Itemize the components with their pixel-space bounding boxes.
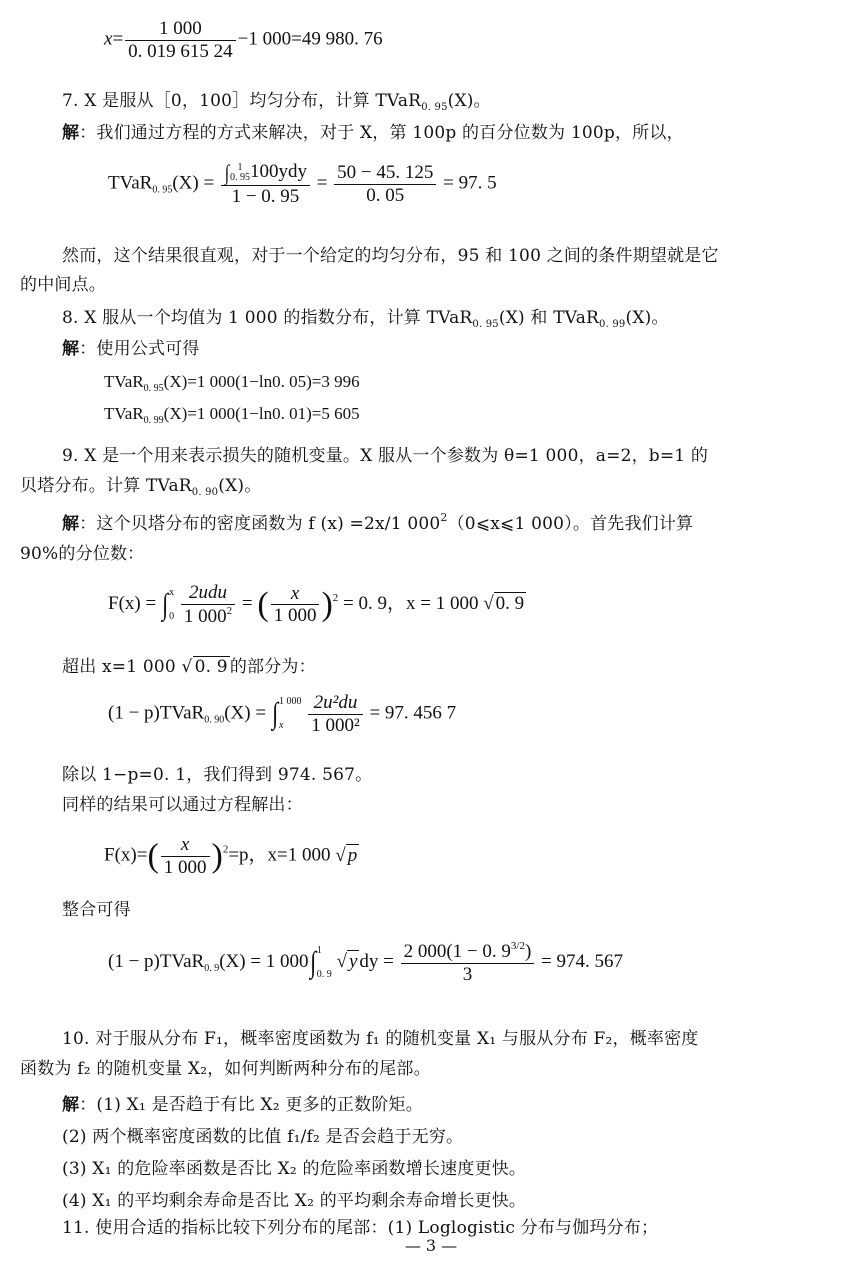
sqrt: √ y — [336, 951, 358, 973]
solution-9b: 90%的分位数： — [20, 544, 145, 564]
eq-rest: (X)=1 000(1−ln0. 05)=3 996 — [163, 372, 360, 391]
tvar-sub: 0. 95 — [143, 383, 164, 394]
solution-label: 解 — [62, 514, 80, 534]
s7-text: ：我们通过方程的方式来解决，对于 X，第 100p 的百分位数为 100p，所以， — [79, 123, 684, 143]
tvar-label: TVaR — [108, 172, 153, 194]
solution-9c — [62, 652, 316, 677]
equation-tvar-integrated — [108, 940, 623, 986]
q7-text: 7. X 是服从［0，100］均匀分布，计算 TVaR — [62, 91, 422, 111]
equation-tvar-beta — [108, 692, 456, 737]
denominator: 0. 019 615 24 — [128, 40, 233, 62]
solution-10d: (4) X₁ 的平均剩余寿命是否比 X₂ 的平均剩余寿命增长更快。 — [62, 1191, 527, 1211]
solution-9a — [62, 509, 693, 534]
q9b-text: 贝塔分布。计算 TVaR — [20, 476, 192, 496]
upper-limit: 1 — [316, 944, 322, 956]
q8-mid: (X) 和 TVaR — [498, 308, 600, 328]
denominator: 0. 05 — [366, 184, 405, 206]
question-8 — [62, 303, 669, 330]
differential: dy = — [359, 951, 394, 973]
s9a-end: （0⩽x⩽1 000）。首先我们计算 — [447, 514, 694, 534]
equation-tvar-uniform — [108, 160, 497, 208]
sqrt: √ p — [335, 844, 358, 866]
q9b-sub: 0. 90 — [191, 487, 219, 498]
page-number: — 3 — — [404, 1236, 458, 1255]
tvar-sub: 0. 99 — [143, 415, 164, 426]
question-7 — [62, 86, 491, 113]
radicand: 0. 9 — [495, 593, 525, 615]
fraction-integral — [221, 160, 310, 208]
tvar-label: TVaR — [104, 404, 144, 423]
paren-open: ( — [147, 837, 159, 875]
q9b-end: (X)。 — [218, 476, 262, 496]
lhs-rest: (X) = — [172, 172, 215, 194]
solution-label: 解 — [62, 339, 80, 359]
paragraph-7b: 的中间点。 — [20, 275, 106, 295]
s10a-text: ：(1) X₁ 是否趋于有比 X₂ 更多的正数阶矩。 — [79, 1095, 423, 1115]
equation-8b — [104, 404, 360, 426]
integral-sign: ∫ — [224, 160, 230, 185]
denominator: 1 − 0. 95 — [231, 186, 300, 208]
result: =p，x=1 000 — [228, 844, 331, 866]
result: = 97. 456 7 — [369, 702, 457, 724]
lhs: (1 − p)TVaR — [108, 951, 205, 973]
sqrt: √ 0. 9 — [181, 657, 228, 677]
q8-sub1: 0. 95 — [472, 319, 499, 330]
s8-text: ：使用公式可得 — [79, 339, 200, 359]
lower-limit: 0. 95 — [229, 171, 250, 183]
integral-limits — [169, 588, 174, 622]
denominator-exp: 2 — [226, 604, 233, 617]
question-10a: 10. 对于服从分布 F₁，概率密度函数为 f₁ 的随机变量 X₁ 与服从分布 F₂，概率密度 — [62, 1029, 699, 1049]
fraction — [125, 18, 236, 63]
tvar-sub: 0. 90 — [204, 714, 225, 726]
lhs: F(x)= — [104, 844, 148, 866]
numerator: 1 000 — [125, 18, 236, 41]
solution-7 — [62, 118, 684, 143]
denominator: 1 000² — [311, 714, 360, 736]
question-9b — [20, 471, 261, 498]
solution-9d: 除以 1−p=0. 1，我们得到 974. 567。 — [62, 765, 373, 785]
upper-limit: 1 000 — [279, 696, 302, 708]
radicand: p — [347, 844, 358, 866]
numerator: 50 − 45. 125 — [334, 162, 436, 185]
solution-10a — [62, 1090, 423, 1115]
lhs: (1 − p)TVaR — [108, 702, 205, 724]
fraction — [271, 583, 320, 628]
paragraph-7a: 然而，这个结果很直观，对于一个给定的均匀分布，95 和 100 之间的条件期望就是它 — [62, 246, 719, 266]
q8-end: (X)。 — [625, 308, 669, 328]
lower-limit: x — [279, 720, 284, 732]
numerator-text: 2 000(1 − 0. 9 — [403, 941, 511, 962]
q7-sub: 0. 95 — [421, 102, 448, 113]
equation-8a — [104, 372, 360, 394]
lhs-rest: (X) = 1 000 — [219, 951, 309, 973]
denominator-base: 1 000 — [183, 605, 227, 627]
numerator-exp: 3/2 — [510, 940, 525, 952]
solution-9e: 同样的结果可以通过方程解出： — [62, 795, 303, 815]
numerator — [401, 940, 535, 964]
integral-limits — [317, 946, 332, 980]
upper-limit: x — [169, 586, 175, 598]
integral-sign: ∫ — [271, 697, 278, 731]
result: = 0. 9，x = 1 000 — [343, 593, 479, 615]
denominator: 3 — [462, 963, 473, 985]
denominator: 1 000 — [273, 605, 317, 627]
solution-label: 解 — [62, 123, 80, 143]
fraction — [308, 692, 362, 737]
eq-rest: (X)=1 000(1−ln0. 01)=5 605 — [163, 404, 360, 423]
paren-close: ) — [321, 585, 333, 623]
eq-sign: = — [112, 28, 124, 50]
equation-quantile — [104, 834, 359, 879]
radicand: y — [348, 951, 358, 973]
s9a-sup: 2 — [440, 511, 448, 524]
denominator — [181, 605, 235, 628]
s9c-pre: 超出 x=1 000 — [62, 657, 176, 677]
fraction — [334, 162, 436, 207]
lower-limit: 0 — [169, 610, 175, 622]
q8-sub2: 0. 99 — [599, 319, 626, 330]
eq-rest: −1 000=49 980. 76 — [237, 28, 383, 50]
s9a-text: ：这个贝塔分布的密度函数为 f (x) =2x/1 000 — [79, 514, 441, 534]
lhs-rest: (X) = — [224, 702, 267, 724]
tvar-label: TVaR — [104, 372, 144, 391]
question-9a: 9. X 是一个用来表示损失的随机变量。X 服从一个参数为 θ=1 000，a=2，b=1 的 — [62, 446, 709, 466]
equation-x-value — [104, 18, 383, 63]
eq-sign: = — [316, 172, 328, 194]
question-10b: 函数为 f₂ 的随机变量 X₂，如何判断两种分布的尾部。 — [20, 1059, 431, 1079]
integral-limits — [279, 697, 302, 731]
numerator: x — [271, 583, 320, 606]
q8-text: 8. X 服从一个均值为 1 000 的指数分布，计算 TVaR — [62, 308, 473, 328]
fraction — [161, 834, 210, 879]
fraction — [401, 940, 535, 986]
lower-limit: 0. 9 — [316, 968, 332, 980]
solution-9f: 整合可得 — [62, 900, 131, 920]
exponent: 2 — [222, 843, 229, 856]
paren-open: ( — [257, 585, 269, 623]
q7-end: (X)。 — [447, 91, 491, 111]
upper-limit: 1 — [237, 161, 243, 173]
result: = 974. 567 — [541, 951, 624, 973]
integral-sign: ∫ — [309, 945, 316, 979]
fraction — [181, 582, 235, 628]
numerator: 2udu — [181, 582, 235, 605]
solution-10c: (3) X₁ 的危险率函数是否比 X₂ 的危险率函数增长速度更快。 — [62, 1159, 527, 1179]
numerator — [221, 160, 310, 186]
question-11: 11. 使用合适的指标比较下列分布的尾部：(1) Loglogistic 分布与伽玛分布； — [62, 1218, 659, 1238]
lhs: F(x) = — [108, 593, 157, 615]
numerator-close: ) — [524, 941, 532, 962]
exponent: 2 — [332, 592, 339, 605]
s9c-end: 的部分为： — [229, 657, 316, 677]
equation-cdf — [108, 582, 526, 628]
solution-10b: (2) 两个概率密度函数的比值 f₁/f₂ 是否会趋于无穷。 — [62, 1127, 464, 1147]
solution-label: 解 — [62, 1095, 80, 1115]
result: = 97. 5 — [443, 172, 497, 194]
tvar-sub: 0. 95 — [152, 184, 173, 196]
radicand: 0. 9 — [194, 657, 228, 677]
eq-sign: = — [241, 593, 253, 615]
numerator: x — [161, 834, 210, 857]
integral-limits — [230, 163, 250, 183]
sqrt: √ 0. 9 — [483, 593, 525, 615]
tvar-sub: 0. 9 — [204, 963, 220, 975]
denominator: 1 000 — [163, 856, 207, 878]
var-x: x — [104, 28, 113, 50]
solution-8 — [62, 334, 200, 359]
integrand: 100ydy — [249, 161, 307, 183]
numerator: 2u²du — [308, 692, 362, 715]
integral-sign: ∫ — [161, 587, 169, 621]
paren-close: ) — [211, 837, 223, 875]
